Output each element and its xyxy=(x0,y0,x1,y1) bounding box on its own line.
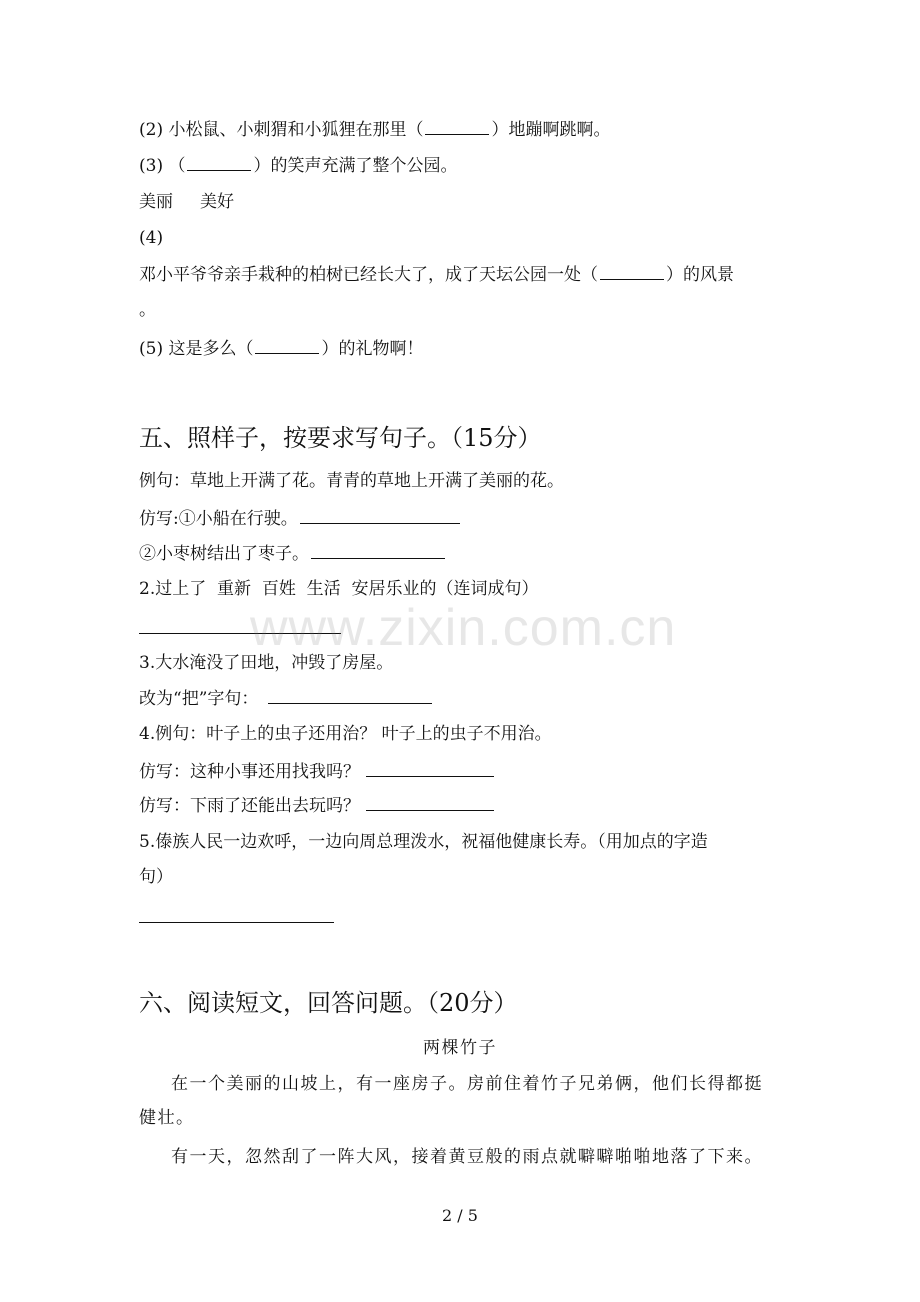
story-paragraph-1-line-2: 健壮。 xyxy=(139,1108,195,1128)
question-5-5-line-1: 5.傣族人民一边欢呼，一边向周总理泼水，祝福他健康长寿。（用加点的字造 xyxy=(139,832,708,852)
q4-pre: 邓小平爷爷亲手栽种的柏树已经长大了，成了天坛公园一处（ xyxy=(139,265,598,285)
question-5-4-example: 4.例句：叶子上的虫子还用治？ 叶子上的虫子不用治。 xyxy=(139,724,552,744)
story-title: 两棵竹子 xyxy=(423,1038,497,1058)
question-4-4-tail: 。 xyxy=(139,300,156,320)
question-4-5 xyxy=(139,337,423,361)
q4-post: ）的风景 xyxy=(666,265,734,285)
question-5-3: 3.大水淹没了田地，冲毁了房屋。 xyxy=(139,653,394,673)
q3-post: ）的笑声充满了整个公园。 xyxy=(253,156,458,176)
question-4-4 xyxy=(139,263,734,287)
page-number: 2 / 5 xyxy=(442,1206,478,1225)
question-5-4-imitate-1 xyxy=(139,760,496,784)
question-5-3-change xyxy=(139,687,434,711)
answer-blank[interactable] xyxy=(300,522,460,524)
q3-pre: (3) （ xyxy=(139,156,186,176)
answer-blank[interactable] xyxy=(268,702,432,704)
story-paragraph-1-line-1: 在一个美丽的山坡上，有一座房子。房前住着竹子兄弟俩，他们长得都挺 xyxy=(171,1074,763,1094)
imitate-2-text: ②小枣树结出了枣子。 xyxy=(139,544,309,564)
answer-blank[interactable] xyxy=(366,809,494,811)
section-5-title: 五、照样子，按要求写句子。（15分） xyxy=(139,424,542,452)
imitate-1-text: 仿写:①小船在行驶。 xyxy=(139,509,298,529)
answer-line[interactable] xyxy=(139,922,334,923)
section-6-title: 六、阅读短文，回答问题。（20分） xyxy=(139,989,518,1017)
answer-blank[interactable] xyxy=(600,278,664,280)
question-5-4-imitate-2 xyxy=(139,794,496,818)
q2-post: ）地蹦啊跳啊。 xyxy=(491,120,611,140)
answer-blank[interactable] xyxy=(255,352,319,354)
answer-blank[interactable] xyxy=(311,557,445,559)
imitate-1 xyxy=(139,507,462,531)
question-4-2 xyxy=(139,118,610,142)
example-sentence: 例句：草地上开满了花。青青的草地上开满了美丽的花。 xyxy=(139,471,564,491)
q2-pre: (2) 小松鼠、小刺猬和小狐狸在那里（ xyxy=(139,120,424,140)
question-5-2: 2.过上了 重新 百姓 生活 安居乐业的（连词成句） xyxy=(139,579,539,599)
change-label: 改为“把”字句： xyxy=(139,689,259,709)
imitate-text: 仿写：这种小事还用找我吗？ xyxy=(139,762,360,782)
question-5-5-line-2: 句） xyxy=(139,867,173,887)
q5-pre: (5) 这是多么（ xyxy=(139,339,254,359)
answer-blank[interactable] xyxy=(366,775,494,777)
q5-post: ）的礼物啊！ xyxy=(321,339,424,359)
imitate-2 xyxy=(139,542,447,566)
question-4-4-label: (4) xyxy=(139,228,164,248)
answer-blank[interactable] xyxy=(187,169,251,171)
imitate-text: 仿写：下雨了还能出去玩吗？ xyxy=(139,796,360,816)
question-4-3 xyxy=(139,154,457,178)
word-choices: 美丽 美好 xyxy=(139,192,235,212)
answer-blank[interactable] xyxy=(425,133,489,135)
story-paragraph-2: 有一天，忽然刮了一阵大风，接着黄豆般的雨点就噼噼啪啪地落了下来。 xyxy=(171,1147,763,1167)
watermark: www.zixin.com.cn xyxy=(250,599,677,657)
